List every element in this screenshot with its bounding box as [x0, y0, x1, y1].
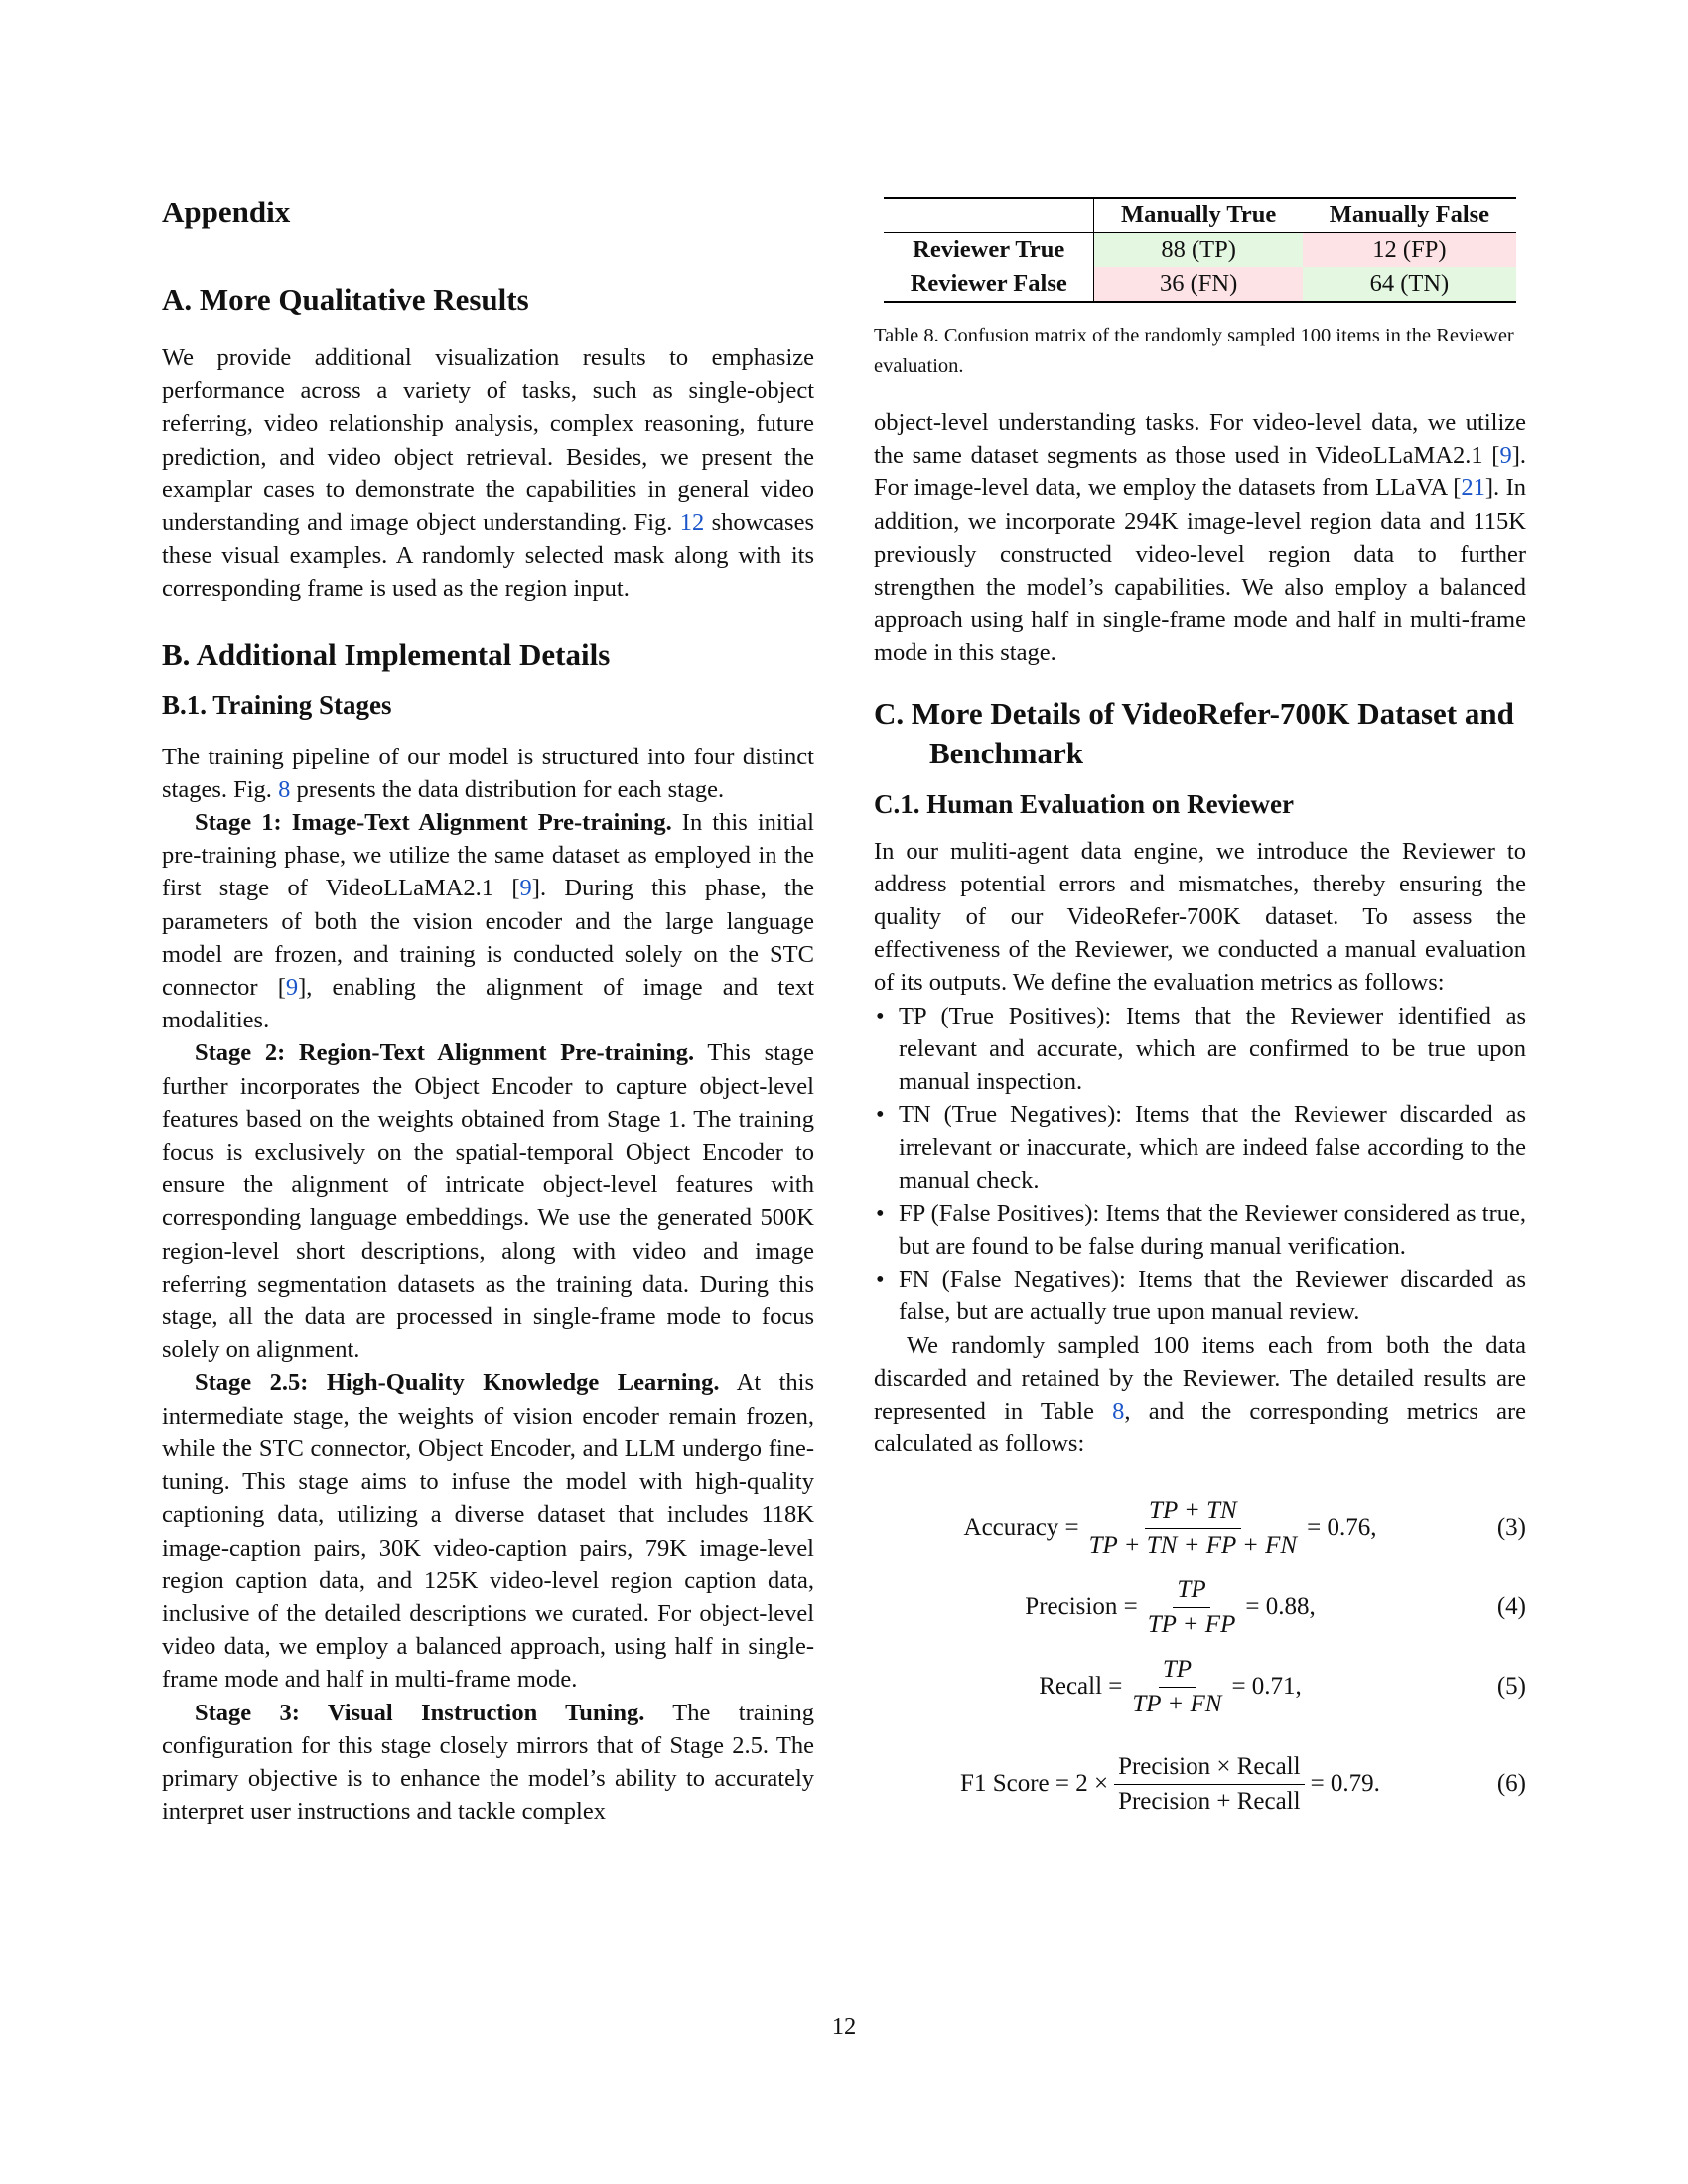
- col-header-manually-false: Manually False: [1303, 198, 1516, 233]
- list-item: • TN (True Negatives): Items that the Reviewer discarded as irrelevant or inaccurate, which are indeed false according to the manual check.: [874, 1098, 1526, 1197]
- section-a-paragraph: We provide additional visualization results to emphasize performance across a variety of tasks, such as single-object referring, video relationship analysis, complex reasoning, future prediction, and video object retrieval. Besides, we present the examplar cases to demonstrate the capabilities in general video understanding and image object understanding. Fig. 12 showcases these visual examples. A randomly selected mask along with its corresponding frame is used as the region input.: [162, 344, 814, 603]
- section-c1-paragraph: In our muliti-agent data engine, we introduce the Reviewer to address potential errors and mismatches, thereby ensuring the quality of our VideoRefer-700K dataset. To assess the effectiveness of the Reviewer, we conducted a manual evaluation of its outputs. We define the evaluation metrics as follows:: [874, 837, 1526, 997]
- list-item: • FN (False Negatives): Items that the Reviewer discarded as false, but are actually true upon manual review.: [874, 1263, 1526, 1328]
- confusion-matrix-table: [884, 197, 1516, 303]
- section-c1-heading: C.1. Human Evaluation on Reviewer: [874, 788, 1295, 819]
- section-b-heading: B. Additional Implemental Details: [162, 636, 611, 672]
- equation-precision: Precision = $\frac{TP}{TP + FP}$ = 0.88, (4): [1025, 1575, 1526, 1638]
- section-b1-heading: B.1. Training Stages: [162, 689, 392, 720]
- equation-number: (4): [1496, 1593, 1526, 1621]
- table-caption: Table 8. Confusion matrix of the randomly sampled 100 items in the Reviewer evaluation.: [874, 325, 1514, 377]
- citation-link[interactable]: 9: [285, 974, 299, 1002]
- citation-link[interactable]: 21: [1461, 475, 1485, 502]
- equation-recall: Recall = $\frac{TP}{TP + FN}$ = 0.71, (5): [1039, 1655, 1526, 1717]
- equation-accuracy: Accuracy = $\frac{TP + TN}{TP + TN + FP + FN}$ = 0.76, (3): [963, 1496, 1526, 1559]
- cell-fp: 12 (FP): [1303, 233, 1516, 268]
- list-item: • FP (False Positives): Items that the Reviewer considered as true, but are found to be false during manual verification.: [874, 1197, 1526, 1263]
- section-c1-paragraph-2: We randomly sampled 100 items each from both the data discarded and retained by the Reviewer. The detailed results are represented in Table 8, and the corresponding metrics are calculated as follows:: [874, 1331, 1526, 1458]
- equation-number: (5): [1496, 1673, 1526, 1701]
- equation-number: (6): [1496, 1770, 1526, 1798]
- stage25-paragraph: Stage 2.5: High-Quality Knowledge Learning. At this intermediate stage, the weights of vision encoder remain frozen, while the STC connector, Object Encoder, and LLM undergo fine-tuning. This stage aims to infuse the model with high-quality captioning data, utilizing a diverse dataset that includes 118K image-caption pairs, 30K video-caption pairs, 79K image-level region caption data, and 125K video-level region caption data, inclusive of the detailed descriptions we curated. For object-level video data, we employ a balanced approach, using half in single-frame mode and half in multi-frame mode.: [162, 1369, 814, 1694]
- cell-fn: 36 (FN): [1094, 267, 1303, 302]
- equations-block: [874, 1488, 1526, 1824]
- col-header-manually-true: Manually True: [1094, 198, 1303, 233]
- stage2-paragraph: Stage 2: Region-Text Alignment Pre-training. This stage further incorporates the Object Encoder to capture object-level features based on the weights obtained from Stage 1. The training focus is exclusively on the spatial-temporal Object Encoder to ensure the alignment of intricate object-level features with corresponding language embeddings. We use the generated 500K region-level short descriptions, along with video and image referring segmentation datasets as the training data. During this stage, all the data are processed in single-frame mode to focus solely on alignment.: [162, 1039, 814, 1364]
- right-continuation-paragraph: object-level understanding tasks. For video-level data, we utilize the same dataset segments as those used in VideoLLaMA2.1 [9]. For image-level data, we employ the datasets from LLaVA [21]. In addition, we incorporate 294K image-level region data and 115K previously constructed video-level region data to further strengthen the model’s capabilities. We also employ a balanced approach using half in single-frame mode and half in multi-frame mode in this stage.: [874, 409, 1526, 667]
- section-a-heading: A. More Qualitative Results: [162, 282, 529, 317]
- row-header-reviewer-false: Reviewer False: [910, 270, 1067, 297]
- appendix-heading: Appendix: [162, 195, 291, 229]
- list-item: • TP (True Positives): Items that the Reviewer identified as relevant and accurate, which are confirmed to be true upon manual inspection.: [874, 1000, 1526, 1099]
- citation-link[interactable]: 9: [519, 875, 532, 902]
- cell-tp: 88 (TP): [1094, 233, 1303, 268]
- section-b1-paragraph: The training pipeline of our model is structured into four distinct stages. Fig. 8 presents the data distribution for each stage.: [162, 743, 814, 803]
- table-ref-link[interactable]: 8: [1112, 1398, 1125, 1426]
- figure-ref-link[interactable]: 12: [679, 509, 705, 537]
- right-column: [874, 197, 1526, 1824]
- equation-f1: F1 Score = 2 × $\frac{\text{Precision × Recall}}{\text{Precision + Recall}}$ = 0.79. (6): [960, 1752, 1526, 1815]
- cell-tn: 64 (TN): [1303, 267, 1516, 302]
- table-corner: [884, 198, 1094, 233]
- section-c-heading: C. More Details of VideoRefer-700K Dataset and Benchmark: [874, 695, 1514, 770]
- left-column: [162, 189, 814, 1828]
- page-number: 12: [831, 2013, 857, 2040]
- equation-number: (3): [1496, 1514, 1526, 1542]
- metric-definitions-list: [874, 1000, 1526, 1329]
- stage1-paragraph: Stage 1: Image-Text Alignment Pre-training. In this initial pre-training phase, we utilize the same dataset as employed in the first stage of VideoLLaMA2.1 [9]. During this phase, the parameters of both the vision encoder and the large language model are frozen, and training is conducted solely on the STC connector [9], enabling the alignment of image and text modalities.: [162, 809, 815, 1034]
- row-header-reviewer-true: Reviewer True: [913, 236, 1065, 263]
- citation-link[interactable]: 9: [1499, 442, 1512, 470]
- stage3-paragraph: Stage 3: Visual Instruction Tuning. The training configuration for this stage closely mirrors that of Stage 2.5. The primary objective is to enhance the model’s ability to accurately interpret user instructions and tackle complex: [162, 1699, 814, 1826]
- figure-ref-link[interactable]: 8: [278, 775, 291, 803]
